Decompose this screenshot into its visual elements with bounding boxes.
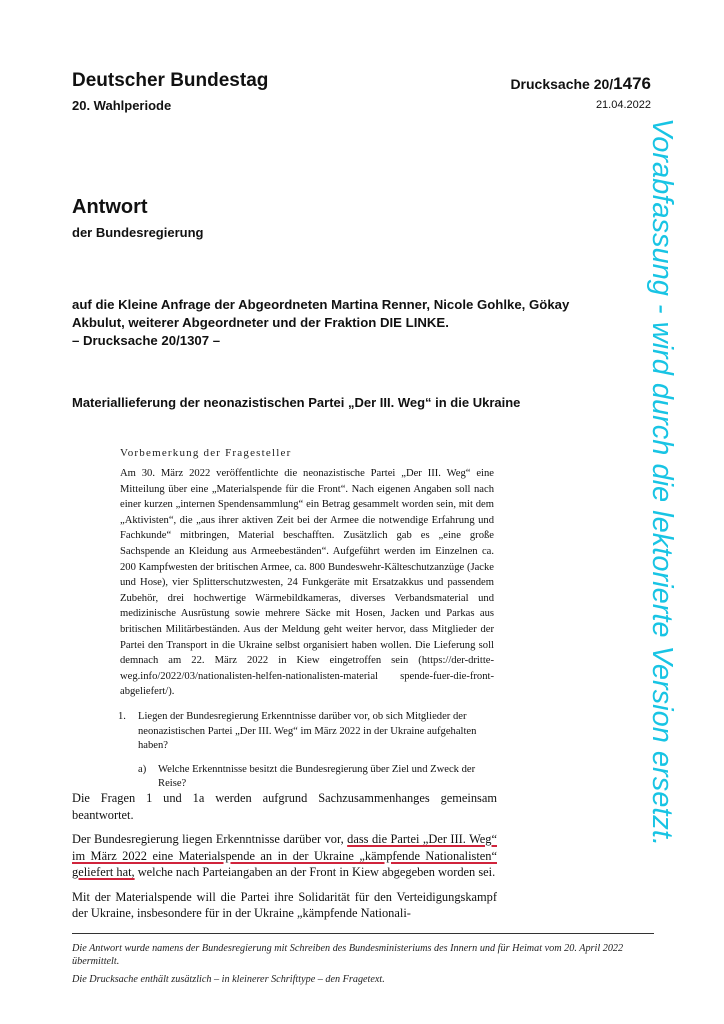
request-reference bbox=[72, 296, 632, 350]
question-1 bbox=[118, 710, 498, 754]
preliminary-heading: Vorbemerkung der Fragesteller bbox=[120, 447, 292, 459]
document-subtitle: der Bundesregierung bbox=[72, 225, 204, 240]
answer-text: Der Bundesregierung liegen Erkenntnisse darüber vor, bbox=[72, 832, 348, 846]
request-line-1: auf die Kleine Anfrage der Abgeordneten Martina Renner, Nicole Gohlke, Gökay bbox=[72, 297, 570, 312]
answer-paragraph-1: Die Fragen 1 und 1a werden aufgrund Sachzusammenhanges gemeinsam beantwortet. bbox=[72, 791, 497, 822]
question-number: 1. bbox=[118, 711, 126, 722]
topic-heading: Materiallieferung der neonazistischen Partei „Der III. Weg“ in die Ukraine bbox=[72, 395, 521, 410]
drucksache-number bbox=[510, 74, 651, 94]
drucksache-label: Drucksache 20/ bbox=[510, 76, 614, 92]
question-text: Welche Erkenntnisse besitzt die Bundesregierung über Ziel und Zweck der Reise? bbox=[158, 763, 476, 790]
preliminary-body: Am 30. März 2022 veröffentlichte die neonazistische Partei „Der III. Weg“ eine Mitteilung über eine „Materialspende für die Front“. Nach eigenen Angaben soll nach einer kurzen „internen Spendensammlung“ ein Betrag gesammelt worden sein, mit dem „Aktivisten“, die „aus ihrer aktiven Zeit bei der Armee die notwendige Erfahrung und Fachkunde“ mitbringen, Material beschafften. Zusätzlich gab es „eine große Sachspende an Kleidung aus Armeebeständen“. Aufgeführt werden im Einzelnen ca. 200 Kampfwesten der britischen Armee, ca. 800 Bundeswehr-Kälteschutzanzüge (Jacke und Hose), vier Splitterschutzwesten, 24 Funkgeräte mit Ersatzakkus und passendem Zubehör, drei hochwertige Wärmebildkameras, diverses Verbandsmaterial und medizinische Ausrüstung sowie mehrere Säcke mit Hosen, Jacken und Parkas aus britischen Militärbeständen. Aus der Meldung geht weiter hervor, dass Mitglieder der Partei den Transport in die Ukraine selbst organisiert haben wollen. Die Lieferung soll demnach am 22. März 2022 in Kiew eingetroffen sein (https://der-dritte-weg.info/2022/03/nationalisten-helfen-nationalisten-material spende-fuer-die-front-abgeliefert/). bbox=[120, 468, 494, 698]
footnote-line-1: Die Antwort wurde namens der Bundesregierung mit Schreiben des Bundesministeriums des Innern und für Heimat vom 20. April 2022 übermittelt. bbox=[72, 943, 624, 968]
drucksache-id: 1476 bbox=[613, 74, 651, 93]
footnote-divider bbox=[72, 933, 654, 934]
question-list bbox=[118, 710, 498, 792]
document-date: 21.04.2022 bbox=[595, 99, 651, 111]
question-letter: a) bbox=[138, 763, 147, 775]
footnote bbox=[72, 942, 658, 990]
draft-watermark: Vorabfassung - wird durch die lektorierte Version ersetzt. bbox=[646, 118, 678, 847]
answer-text: welche nach Parteiangaben an der Front in Kiew abgegeben worden sei. bbox=[134, 865, 496, 879]
electoral-period: 20. Wahlperiode bbox=[72, 98, 172, 113]
question-text: Liegen der Bundesregierung Erkenntnisse darüber vor, ob sich Mitglieder der neonazistischen Partei „Der III. Weg“ im März 2022 in der Ukraine aufgehalten haben? bbox=[138, 711, 477, 752]
underlined-passage: dass die Partei „Der III. Weg“ im März 2022 eine Materialspende an in der Ukraine „kämpfende Nationalisten“ geliefert hat, bbox=[72, 832, 497, 879]
answer-body bbox=[72, 790, 497, 930]
footnote-line-2: Die Drucksache enthält zusätzlich – in kleinerer Schrifttype – den Fragetext. bbox=[72, 973, 385, 985]
answer-paragraph-2 bbox=[72, 831, 497, 881]
institution-name: Deutscher Bundestag bbox=[72, 70, 269, 91]
request-line-3: – Drucksache 20/1307 – bbox=[72, 333, 221, 348]
question-1a bbox=[138, 763, 498, 792]
answer-paragraph-3: Mit der Materialspende will die Partei ihre Solidarität für den Verteidigungskampf der Ukraine, insbesondere für in der Ukraine „kämpfende Nationali- bbox=[72, 889, 497, 920]
request-line-2: Akbulut, weiterer Abgeordneter und der Fraktion DIE LINKE. bbox=[72, 315, 449, 330]
document-title: Antwort bbox=[72, 196, 148, 218]
